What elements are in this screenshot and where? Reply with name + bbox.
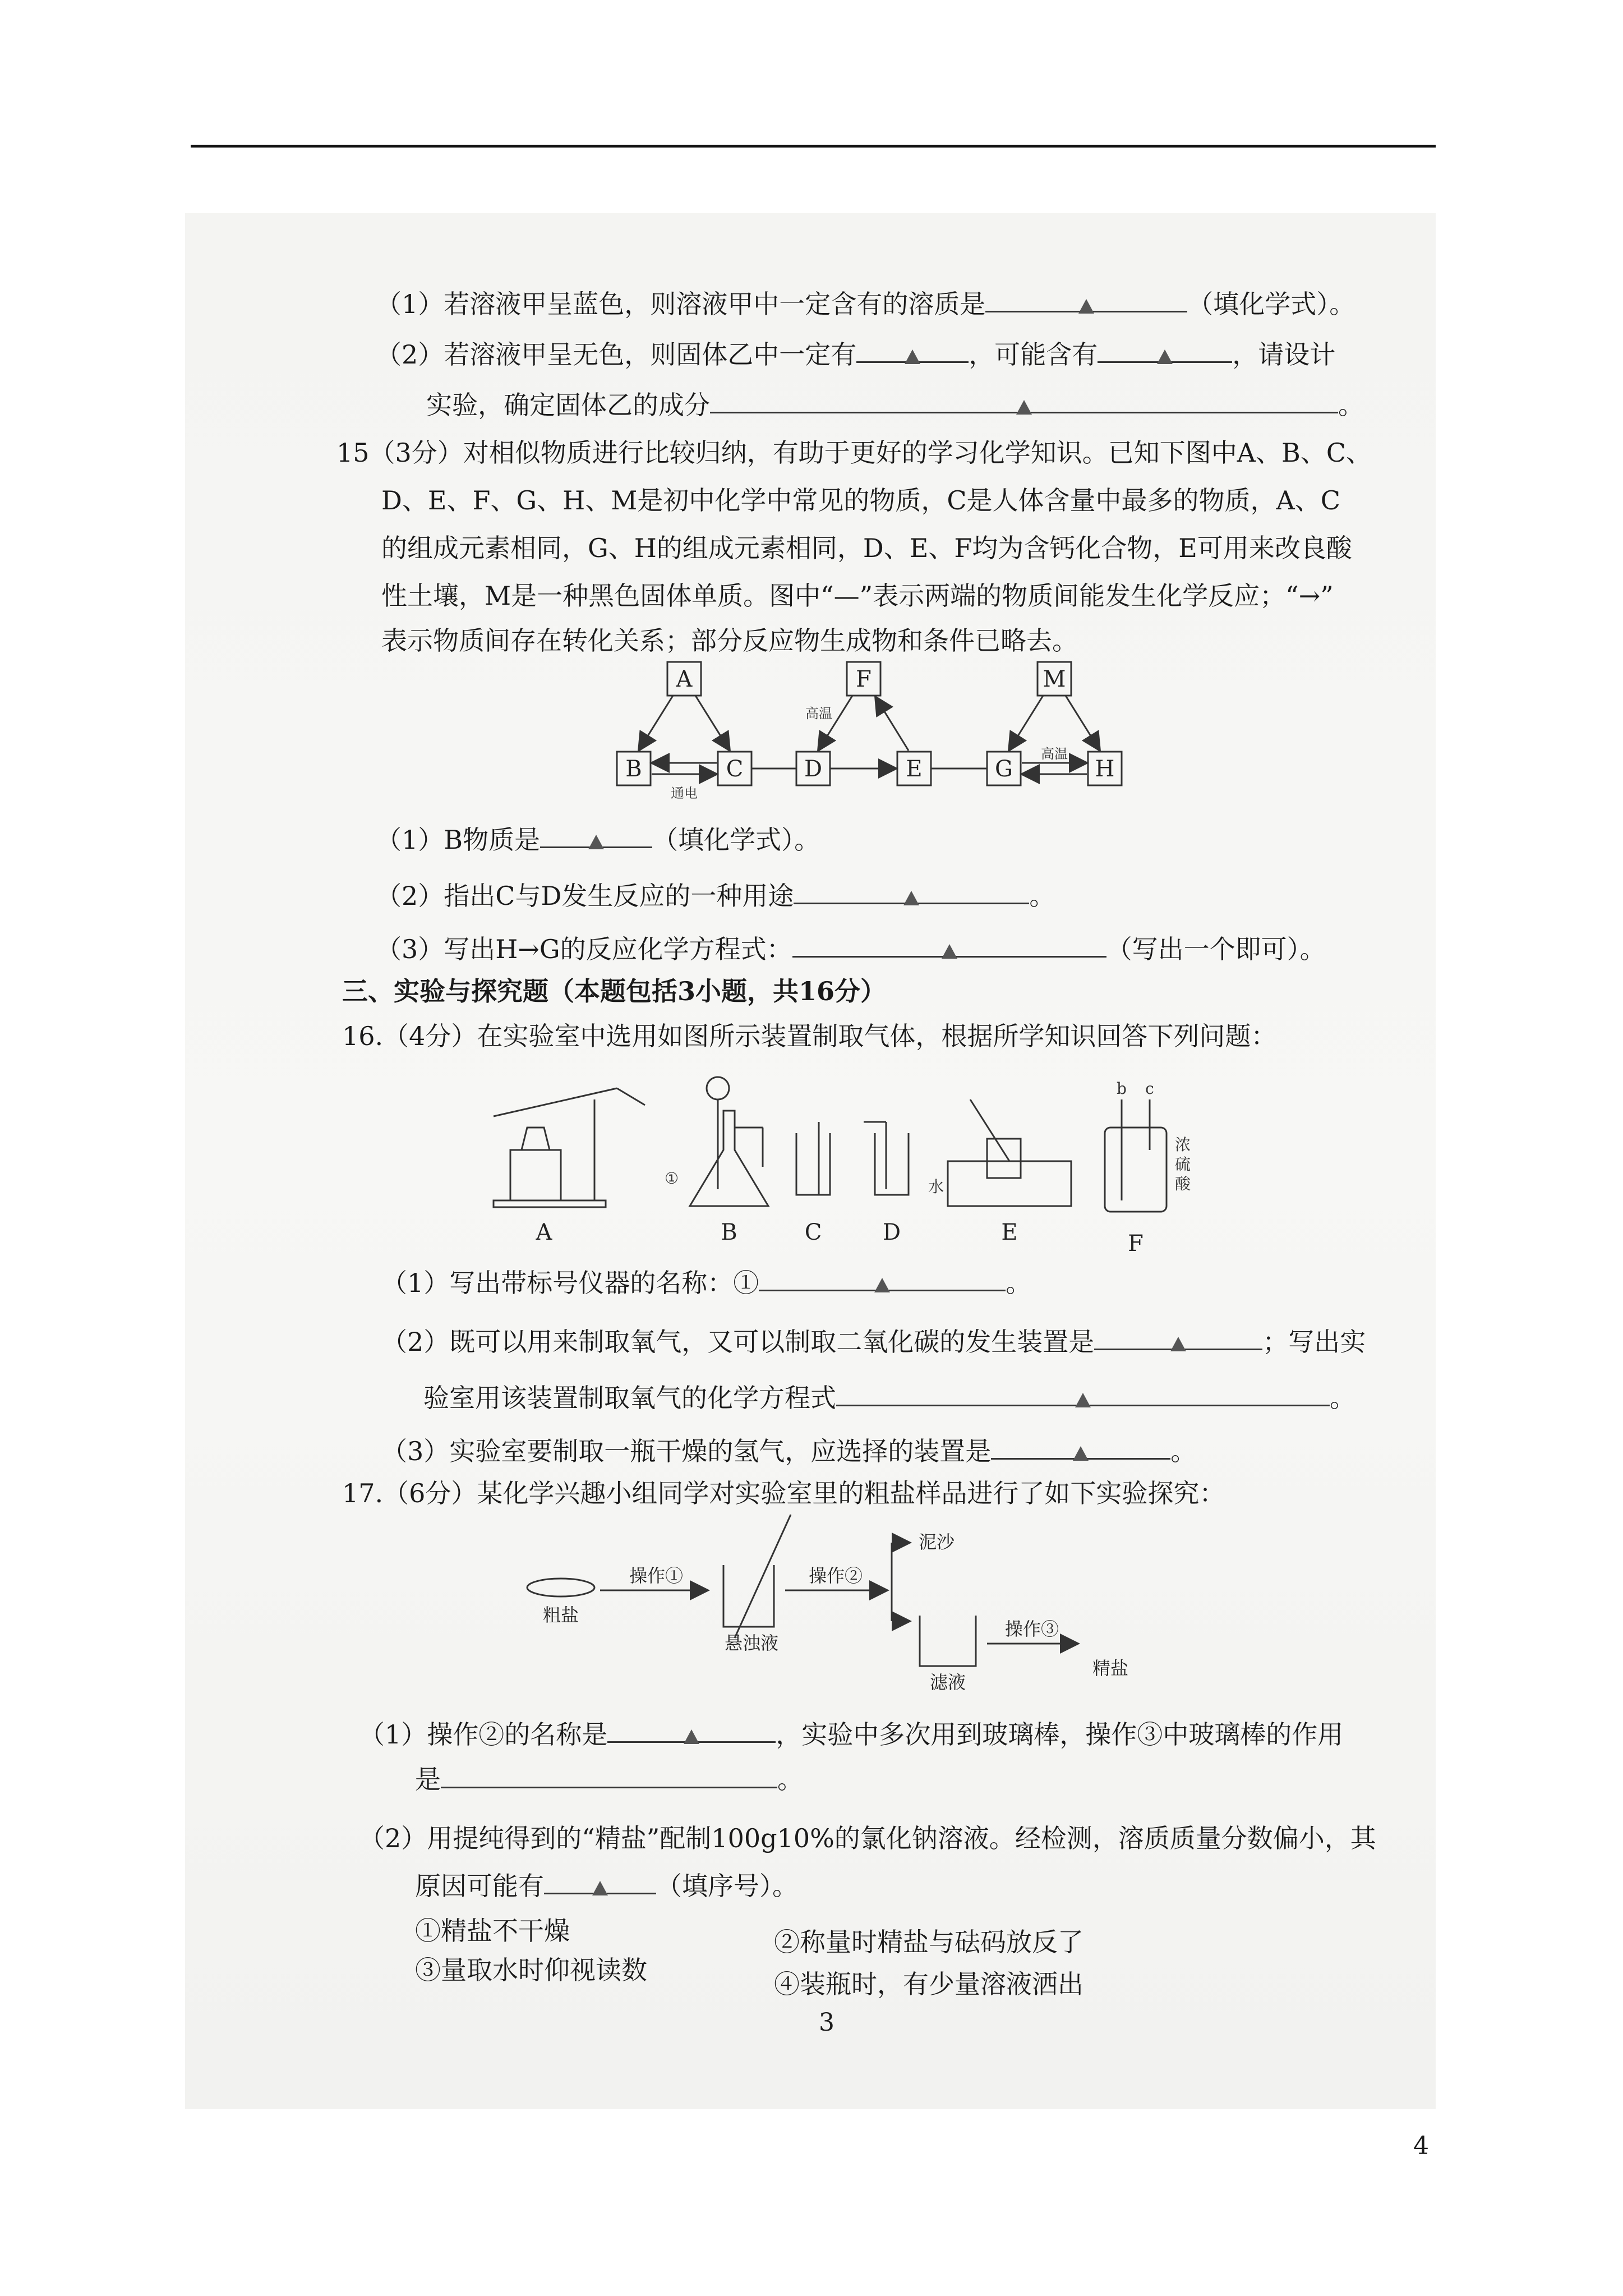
sand-label: 泥沙 xyxy=(918,1531,955,1553)
tube-b-label: b xyxy=(1117,1079,1127,1098)
q17-sub2-cont: 原因可能有 （填序号）。 xyxy=(415,1868,798,1904)
q15-intro-1: 15（3分）对相似物质进行比较归纳，有助于更好的学习化学知识。已知下图中A、B、C、 xyxy=(336,438,1372,468)
answer-mark-icon xyxy=(684,1729,699,1744)
box-e-label: E xyxy=(906,756,923,782)
q15-sub2: （2）指出C与D发生反应的一种用途 。 xyxy=(376,878,1055,914)
fine-salt-label: 精盐 xyxy=(1092,1658,1129,1679)
box-h-label: H xyxy=(1095,756,1115,782)
answer-mark-icon xyxy=(588,835,604,849)
header-rule xyxy=(191,145,1436,148)
q17-intro: 17.（6分）某化学兴趣小组同学对实验室里的粗盐样品进行了如下实验探究： xyxy=(342,1478,1225,1508)
apparatus-label-d: D xyxy=(882,1220,901,1245)
q16-sub1: （1）写出带标号仪器的名称：① 。 xyxy=(381,1265,1031,1301)
answer-mark-icon xyxy=(1157,349,1173,364)
cond-high-temp-2: 高温 xyxy=(1041,746,1068,762)
q15-intro-5: 表示物质间存在转化关系；部分反应物生成物和条件已略去。 xyxy=(381,625,1078,656)
water-label: 水 xyxy=(928,1177,944,1196)
q15-relation-diagram xyxy=(606,651,1211,808)
q17-flow-diagram xyxy=(516,1509,1189,1694)
filtrate-label: 滤液 xyxy=(929,1672,966,1693)
op2-label: 操作② xyxy=(808,1565,863,1586)
cond-high-temp-1: 高温 xyxy=(805,706,832,721)
box-m-label: M xyxy=(1043,666,1066,692)
suspension-label: 悬浊液 xyxy=(724,1632,779,1654)
q17-option-3: ③量取水时仰视读数 xyxy=(415,1955,647,1985)
acid-label-1: 浓 xyxy=(1175,1135,1191,1154)
answer-mark-icon xyxy=(1078,299,1094,314)
q15-sub1: （1）B物质是 （填化学式）。 xyxy=(376,822,820,858)
q15-intro-2: D、E、F、G、H、M是初中化学中常见的物质，C是人体含量中最多的物质，A、C xyxy=(381,485,1340,516)
box-g-label: G xyxy=(995,756,1013,782)
q14-part2: （2）若溶液甲呈无色，则固体乙中一定有 ，可能含有 ，请设计 xyxy=(376,337,1335,372)
q16-intro: 16.（4分）在实验室中选用如图所示装置制取气体，根据所学知识回答下列问题： xyxy=(342,1021,1277,1051)
answer-mark-icon xyxy=(942,944,957,959)
acid-label-2: 硫 xyxy=(1175,1155,1191,1174)
acid-label-3: 酸 xyxy=(1175,1175,1191,1193)
answer-mark-icon xyxy=(1075,1393,1091,1407)
inner-page-number: 3 xyxy=(819,2008,834,2037)
mark-circle-1: ① xyxy=(665,1169,679,1188)
answer-mark-icon xyxy=(874,1278,890,1292)
q17-sub1-cont: 是 。 xyxy=(415,1761,803,1797)
q14-part2-cont: 实验，确定固体乙的成分 。 xyxy=(426,387,1364,423)
apparatus-label-a: A xyxy=(536,1220,552,1245)
answer-mark-icon xyxy=(905,349,920,364)
apparatus-label-e: E xyxy=(1001,1220,1018,1245)
page-number: 4 xyxy=(1413,2132,1429,2160)
q17-option-4: ④装瓶时，有少量溶液洒出 xyxy=(774,1969,1083,1999)
q17-option-1: ①精盐不干燥 xyxy=(415,1916,570,1946)
answer-mark-icon xyxy=(1016,400,1032,415)
tube-c-label: c xyxy=(1145,1079,1154,1098)
answer-mark-icon xyxy=(1170,1337,1186,1351)
q15-intro-3: 的组成元素相同，G、H的组成元素相同，D、E、F均为含钙化合物，E可用来改良酸 xyxy=(381,533,1352,563)
box-d-label: D xyxy=(804,756,823,782)
q15-intro-4: 性土壤，M是一种黑色固体单质。图中“—”表示两端的物质间能发生化学反应；“→” xyxy=(381,581,1334,611)
box-c-label: C xyxy=(726,756,744,782)
answer-mark-icon xyxy=(903,891,919,905)
q17-sub1: （1）操作②的名称是 ，实验中多次用到玻璃棒，操作③中玻璃棒的作用 xyxy=(359,1717,1343,1752)
crude-salt-label: 粗盐 xyxy=(542,1604,579,1626)
q15-sub3: （3）写出H→G的反应化学方程式： （写出一个即可）。 xyxy=(376,931,1326,967)
box-b-label: B xyxy=(625,756,642,782)
q16-sub3: （3）实验室要制取一瓶干燥的氢气，应选择的装置是 。 xyxy=(381,1433,1196,1469)
q17-sub2: （2）用提纯得到的“精盐”配制100g10%的氯化钠溶液。经检测，溶质质量分数偏小，其 xyxy=(359,1823,1376,1853)
op3-label: 操作③ xyxy=(1004,1618,1059,1640)
op1-label: 操作① xyxy=(629,1565,684,1586)
box-f-label: F xyxy=(856,666,872,692)
section-three-heading: 三、实验与探究题（本题包括3小题，共16分） xyxy=(342,976,887,1006)
q17-option-2: ②称量时精盐与砝码放反了 xyxy=(774,1927,1083,1957)
q14-part1: （1）若溶液甲呈蓝色，则溶液甲中一定含有的溶质是 （填化学式）。 xyxy=(376,286,1355,322)
box-a-label: A xyxy=(676,666,693,692)
q16-sub2: （2）既可以用来制取氧气，又可以制取二氧化碳的发生装置是 ；写出实 xyxy=(381,1324,1366,1360)
answer-mark-icon xyxy=(1073,1446,1089,1461)
apparatus-label-b: B xyxy=(721,1220,737,1245)
apparatus-label-f: F xyxy=(1128,1231,1144,1251)
q16-apparatus-figure xyxy=(482,1066,1267,1251)
cond-electrolysis: 通电 xyxy=(671,785,698,801)
answer-mark-icon xyxy=(592,1881,608,1895)
q16-sub2-cont: 验室用该装置制取氧气的化学方程式 。 xyxy=(423,1380,1355,1416)
apparatus-label-c: C xyxy=(804,1220,822,1245)
